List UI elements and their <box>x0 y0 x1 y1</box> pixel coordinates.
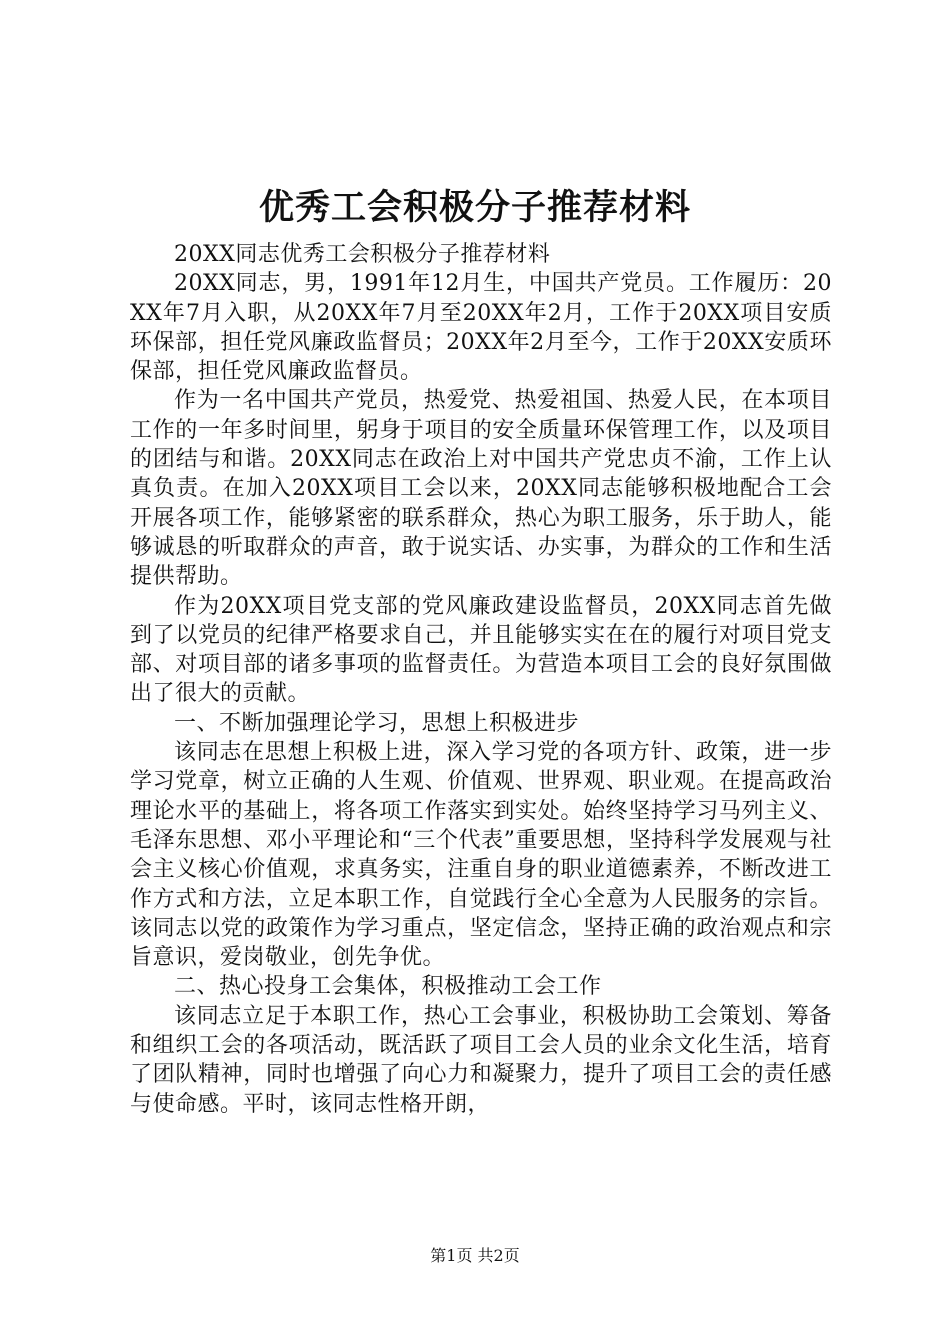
paragraph-profile: 20XX同志，男，1991年12月生，中国共产党员。工作履历：20XX年7月入职，从20XX年7月至20XX年2月，工作于20XX项目安质环保部，担任党风廉政监督员；20XX年2月至今，工作于20XX安质环保部，担任党风廉政监督员。 <box>130 271 832 385</box>
section-heading-1: 一、不断加强理论学习，思想上积极进步 <box>174 710 580 736</box>
document-title: 优秀工会积极分子推荐材料 <box>258 187 691 228</box>
paragraph-union-work: 该同志立足于本职工作，热心工会事业，积极协助工会策划、筹备和组织工会的各项活动，既活跃了项目工会人员的业余文化生活，培育了团队精神，同时也增强了向心力和凝聚力，提升了项目工会的责任感与使命感。平时，该同志性格开朗， <box>130 1003 832 1117</box>
page-footer: 第1页 共2页 <box>430 1246 520 1265</box>
document-body <box>130 240 832 1119</box>
paragraph-supervisor-role: 作为20XX项目党支部的党风廉政建设监督员，20XX同志首先做到了以党员的纪律严格要求自己，并且能够实实在在的履行对项目党支部、对项目部的诸多事项的监督责任。为营造本项目工会的良好氛围做出了很大的贡献。 <box>130 593 832 707</box>
paragraph-overview: 作为一名中国共产党员，热爱党、热爱祖国、热爱人民，在本项目工作的一年多时间里，躬身于项目的安全质量环保管理工作，以及项目的团结与和谐。20XX同志在政治上对中国共产党忠贞不渝，工作上认真负责。在加入20XX项目工会以来，20XX同志能够积极地配合工会开展各项工作，能够紧密的联系群众，热心为职工服务，乐于助人，能够诚恳的听取群众的声音，敢于说实话、办实事，为群众的工作和生活提供帮助。 <box>130 388 832 590</box>
paragraph-theory-study: 该同志在思想上积极上进，深入学习党的各项方针、政策，进一步学习党章，树立正确的人生观、价值观、世界观、职业观。在提高政治理论水平的基础上，将各项工作落实到实处。始终坚持学习马列主义、毛泽东思想、邓小平理论和“三个代表”重要思想，坚持科学发展观与社会主义核心价值观，求真务实，注重自身的职业道德素养，不断改进工作方式和方法，立足本职工作，自觉践行全心全意为人民服务的宗旨。该同志以党的政策作为学习重点，坚定信念，坚持正确的政治观点和宗旨意识，爱岗敬业，创先争优。 <box>130 740 832 971</box>
paragraph-subtitle: 20XX同志优秀工会积极分子推荐材料 <box>174 242 551 267</box>
section-heading-2: 二、热心投身工会集体，积极推动工会工作 <box>174 974 602 1000</box>
